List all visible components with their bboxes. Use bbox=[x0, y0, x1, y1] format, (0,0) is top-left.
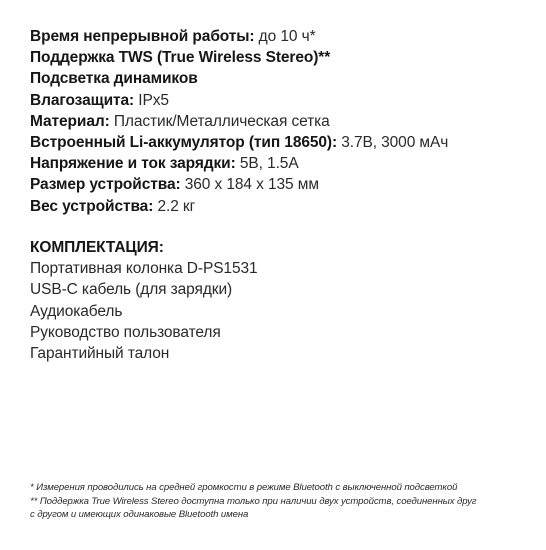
spec-label: Вес устройства: bbox=[30, 197, 154, 215]
package-contents bbox=[30, 237, 540, 364]
spec-label: Встроенный Li-аккумулятор (тип 18650): bbox=[30, 134, 338, 152]
package-item: Аудиокабель bbox=[30, 302, 123, 320]
spec-label: Материал: bbox=[30, 112, 110, 130]
spec-tws bbox=[30, 47, 540, 68]
spec-value: до 10 ч* bbox=[254, 28, 316, 45]
spec-dimensions bbox=[30, 174, 540, 195]
spec-label: Время непрерывной работы: bbox=[30, 28, 255, 45]
footnotes bbox=[30, 481, 530, 522]
footnote-tws bbox=[30, 495, 530, 522]
spec-value: 3.7В, 3000 мАч bbox=[337, 134, 449, 152]
package-item: Руководство пользователя bbox=[30, 323, 221, 341]
spec-water-protection bbox=[30, 90, 540, 111]
spec-value: 2.2 кг bbox=[153, 197, 196, 215]
spec-battery bbox=[30, 132, 540, 153]
specifications-list bbox=[30, 26, 540, 217]
spec-battery-life bbox=[30, 26, 540, 47]
package-title: КОМПЛЕКТАЦИЯ: bbox=[30, 239, 164, 256]
package-item: Портативная колонка D-PS1531 bbox=[30, 260, 258, 278]
spec-value: 360 х 184 х 135 мм bbox=[180, 176, 319, 194]
spec-charging bbox=[30, 153, 540, 174]
footnote-text: ** Поддержка True Wireless Stereo доступна только при наличии двух устройств, соединенных друг bbox=[30, 495, 477, 507]
spec-label: Поддержка TWS (True Wireless Stereo)** bbox=[30, 49, 331, 67]
spec-label: Влагозащита: bbox=[30, 91, 135, 109]
package-item: Гарантийный талон bbox=[30, 345, 170, 363]
spec-label: Напряжение и ток зарядки: bbox=[30, 155, 236, 173]
spec-value: IPx5 bbox=[134, 91, 169, 109]
spec-material bbox=[30, 111, 540, 132]
footnote-text: с другом и имеющих одинаковые Bluetooth имена bbox=[30, 509, 249, 520]
spec-label: Подсветка динамиков bbox=[30, 70, 198, 88]
spec-backlight bbox=[30, 68, 540, 89]
package-item: USB-C кабель (для зарядки) bbox=[30, 281, 233, 299]
spec-weight bbox=[30, 196, 540, 217]
spec-value: Пластик/Металлическая сетка bbox=[109, 112, 330, 130]
footnote-measurement bbox=[30, 481, 530, 495]
spec-value: 5В, 1.5А bbox=[235, 155, 299, 173]
footnote-text: * Измерения проводились на средней громкости в режиме Bluetooth с выключенной подсветкой bbox=[30, 482, 458, 493]
spec-label: Размер устройства: bbox=[30, 176, 181, 194]
